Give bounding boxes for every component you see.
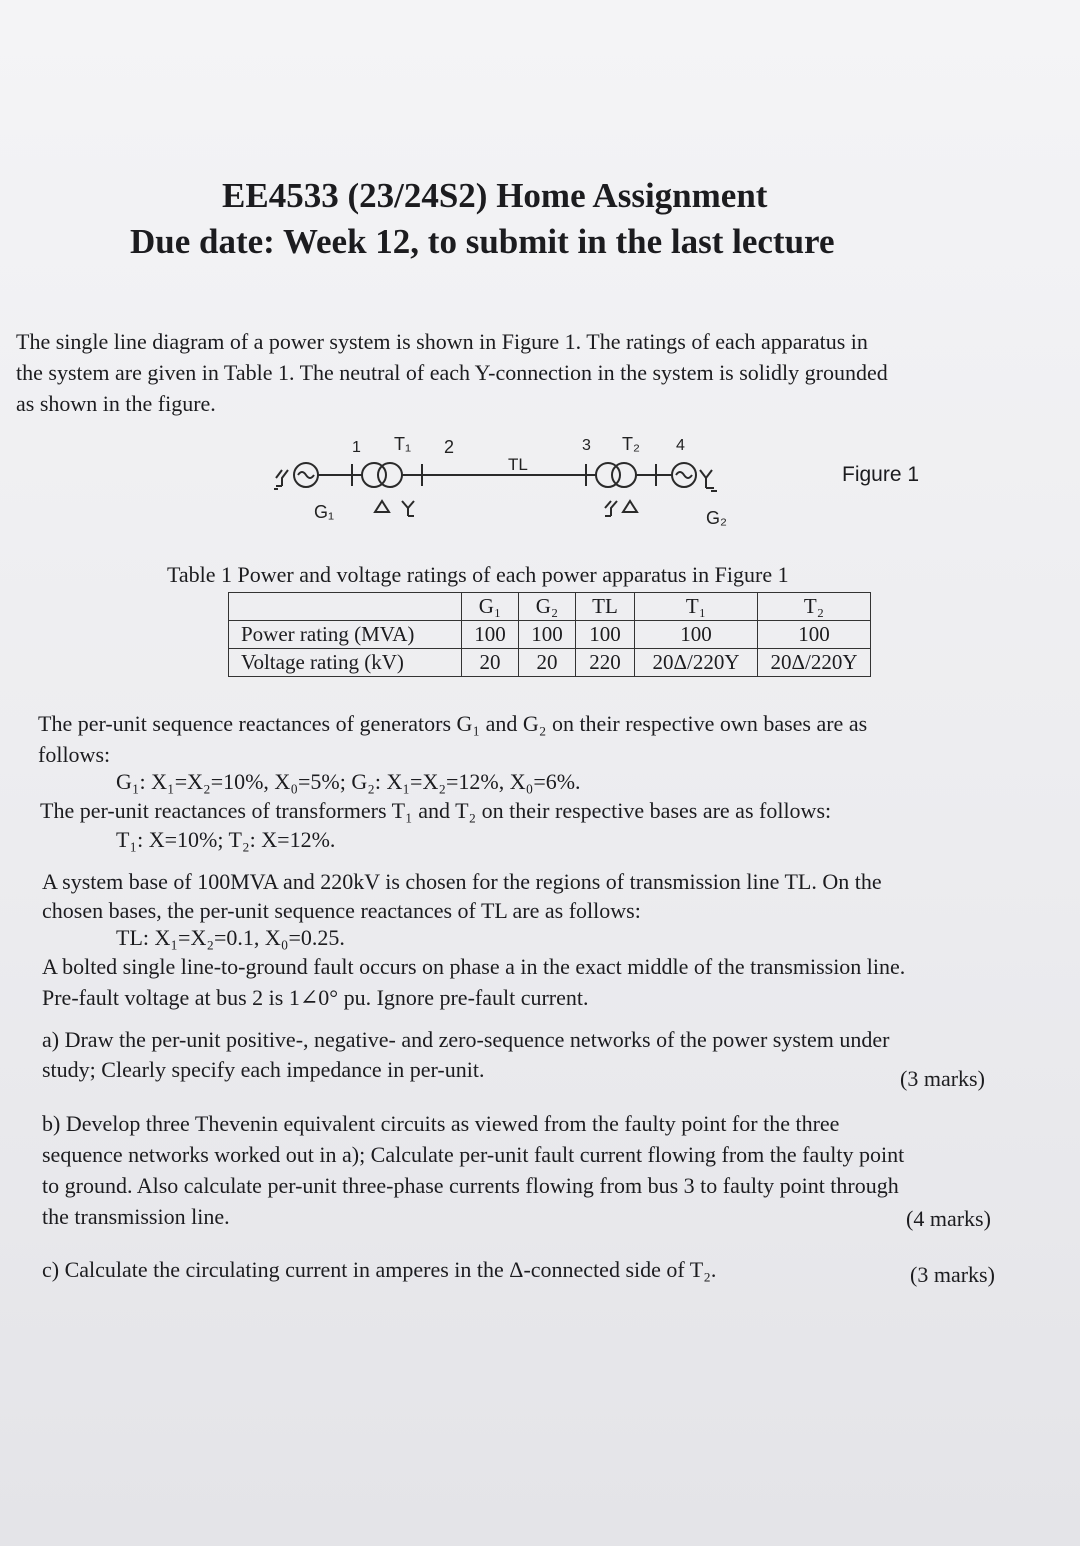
assignment-title: EE4533 (23/24S2) Home Assignment bbox=[222, 176, 768, 215]
table-header-cell: G₁ bbox=[462, 593, 519, 621]
gen-reactances: G₁: X₁=X₂=10%, X₀=5%; G₂: X₁=X₂=12%, X₀=6%. bbox=[116, 769, 581, 794]
table-header-cell: T₁ bbox=[635, 593, 758, 621]
t1-wye-symbol bbox=[402, 501, 414, 516]
table-cell: 20 bbox=[519, 649, 576, 677]
row-label: Power rating (MVA) bbox=[229, 621, 462, 649]
table-cell: 220 bbox=[576, 649, 635, 677]
gen-intro-line-2: follows: bbox=[38, 742, 111, 767]
t2-wye-symbol bbox=[605, 501, 617, 516]
figure-label: Figure 1 bbox=[842, 463, 920, 486]
table-header-cell: T₂ bbox=[758, 593, 871, 621]
table-cell: 100 bbox=[576, 621, 635, 649]
bus-2-label: 2 bbox=[444, 437, 455, 457]
intro-line-3: as shown in the figure. bbox=[16, 391, 216, 416]
table-cell: 100 bbox=[519, 621, 576, 649]
tx-reactances: T₁: X=10%; T₂: X=12%. bbox=[116, 827, 336, 852]
due-date: Due date: Week 12, to submit in the last lecture bbox=[130, 222, 835, 261]
base-line-2: chosen bases, the per-unit sequence reactances of TL are as follows: bbox=[42, 898, 641, 923]
t2-label: T₂ bbox=[622, 434, 640, 454]
table-cell: 100 bbox=[758, 621, 871, 649]
question-b-line-4: the transmission line. bbox=[42, 1204, 230, 1229]
question-b-line-3: to ground. Also calculate per-unit three-phase currents flowing from bus 3 to faulty point through bbox=[42, 1173, 899, 1198]
bus-1-label: 1 bbox=[352, 439, 361, 456]
tl-reactances: TL: X₁=X₂=0.1, X₀=0.25. bbox=[116, 925, 345, 950]
question-a-marks: (3 marks) bbox=[900, 1066, 985, 1091]
table-header-cell: G₂ bbox=[519, 593, 576, 621]
table-row bbox=[229, 621, 871, 649]
table-cell: 20Δ/220Y bbox=[635, 649, 758, 677]
question-a-line-1: a) Draw the per-unit positive-, negative- and zero-sequence networks of the power system under bbox=[42, 1027, 890, 1052]
g2-label: G₂ bbox=[706, 508, 727, 528]
table-header-cell: TL bbox=[576, 593, 635, 621]
table-cell: 20 bbox=[462, 649, 519, 677]
t2-winding-2 bbox=[612, 463, 636, 487]
row-label: Voltage rating (kV) bbox=[229, 649, 462, 677]
table-cell: 100 bbox=[635, 621, 758, 649]
fault-line-2: Pre-fault voltage at bus 2 is 1∠0° pu. Ignore pre-fault current. bbox=[42, 985, 589, 1010]
question-b-line-1: b) Develop three Thevenin equivalent circuits as viewed from the faulty point for the three bbox=[42, 1111, 840, 1136]
question-c-marks: (3 marks) bbox=[910, 1262, 995, 1287]
base-line-1: A system base of 100MVA and 220kV is chosen for the regions of transmission line TL. On the bbox=[42, 869, 882, 894]
single-line-diagram bbox=[262, 428, 782, 543]
fault-line-1: A bolted single line-to-ground fault occurs on phase a in the exact middle of the transmission line. bbox=[42, 954, 906, 979]
g1-ground-symbol bbox=[274, 486, 282, 489]
table-row bbox=[229, 649, 871, 677]
table-cell: 20Δ/220Y bbox=[758, 649, 871, 677]
intro-line-2: the system are given in Table 1. The neutral of each Y-connection in the system is solidly grounded bbox=[16, 360, 888, 385]
table-caption: Table 1 Power and voltage ratings of each power apparatus in Figure 1 bbox=[167, 562, 789, 587]
g2-wye-symbol bbox=[700, 470, 712, 488]
question-a-line-2: study; Clearly specify each impedance in per-unit. bbox=[42, 1057, 485, 1082]
bus-4-label: 4 bbox=[676, 437, 685, 454]
ratings-table bbox=[228, 592, 871, 677]
t1-winding-2 bbox=[378, 463, 402, 487]
question-b-marks: (4 marks) bbox=[906, 1206, 991, 1231]
question-c-line-1: c) Calculate the circulating current in amperes in the Δ-connected side of T₂. bbox=[42, 1257, 717, 1282]
t1-label: T₁ bbox=[394, 434, 412, 454]
g1-wye-symbol bbox=[276, 470, 288, 486]
t2-delta-symbol bbox=[623, 501, 637, 512]
table-cell: 100 bbox=[462, 621, 519, 649]
tx-intro: The per-unit reactances of transformers T₁ and T₂ on their respective bases are as follows: bbox=[40, 798, 832, 823]
intro-line-1: The single line diagram of a power system is shown in Figure 1. The ratings of each apparatus in bbox=[16, 329, 868, 354]
table-header-cell bbox=[229, 593, 462, 621]
table-header-row bbox=[229, 593, 871, 621]
g1-label: G₁ bbox=[314, 502, 335, 522]
t1-delta-symbol bbox=[375, 501, 389, 512]
g2-ground-symbol bbox=[706, 488, 717, 491]
bus-3-label: 3 bbox=[582, 437, 591, 454]
tl-label: TL bbox=[508, 455, 528, 474]
gen-intro-line-1: The per-unit sequence reactances of generators G₁ and G₂ on their respective own bases are as bbox=[38, 711, 868, 736]
question-b-line-2: sequence networks worked out in a); Calculate per-unit fault current flowing from the faulty point bbox=[42, 1142, 905, 1167]
